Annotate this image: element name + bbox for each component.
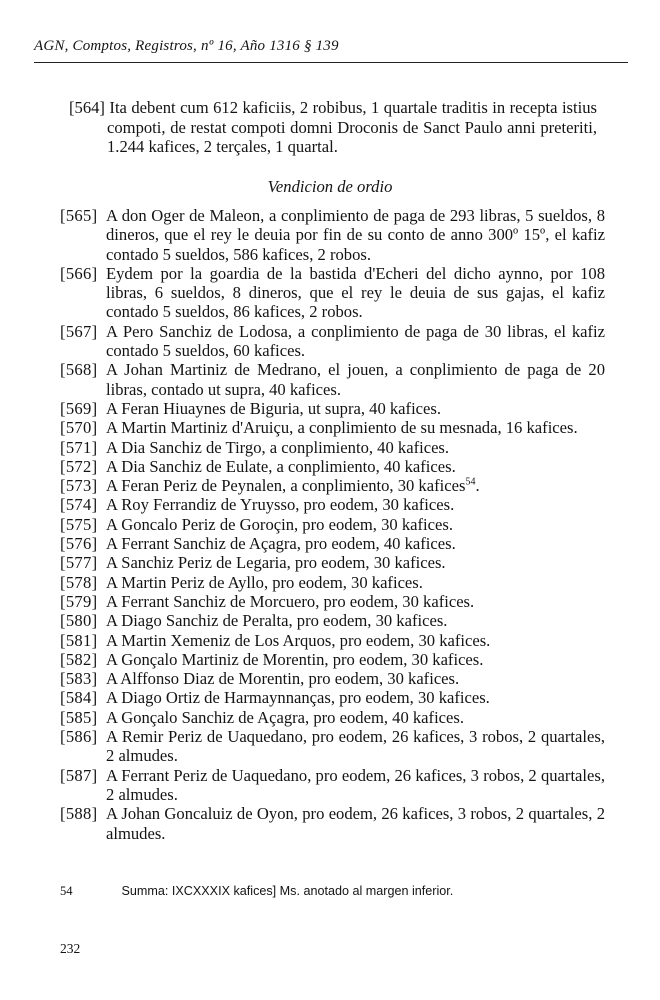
- entry: [60, 322, 605, 361]
- entry-number: [569]: [60, 398, 98, 418]
- entry: [60, 611, 605, 630]
- entry: [60, 766, 605, 805]
- entry-text: A Goncalo Periz de Goroçin, pro eodem, 30 kafices.: [106, 514, 453, 534]
- entry: [60, 573, 605, 592]
- entry-text: A Ferrant Sanchiz de Açagra, pro eodem, 40 kafices.: [106, 534, 456, 554]
- entry-number: [586]: [60, 727, 98, 747]
- entry: [60, 515, 605, 534]
- entry-text: A Alffonso Diaz de Morentin, pro eodem, 30 kafices.: [106, 669, 460, 689]
- entry-text: A Johan Martiniz de Medrano, el jouen, a conplimiento de paga de 20 libras, contado ut supra, 40 kafices.: [106, 360, 605, 399]
- entry-number: [574]: [60, 495, 98, 515]
- entry-number: [584]: [60, 688, 98, 708]
- entry-text: A Gonçalo Martiniz de Morentin, pro eodem, 30 kafices.: [106, 649, 484, 669]
- entry-text: A Roy Ferrandiz de Yruysso, pro eodem, 30 kafices.: [106, 495, 455, 515]
- running-header: AGN, Comptos, Registros, nº 16, Año 1316 § 139: [34, 38, 339, 54]
- entry-number: [576]: [60, 534, 98, 554]
- entry-number: [568]: [60, 360, 98, 380]
- footnote-text: Summa: IXCXXXIX kafices] Ms. anotado al margen inferior.: [121, 884, 454, 898]
- entry-text: A Diago Ortiz de Harmaynnanças, pro eodem, 30 kafices.: [106, 688, 490, 708]
- entry: [60, 650, 605, 669]
- entry-text: A Ferrant Periz de Uaquedano, pro eodem, 26 kafices, 3 robos, 2 quartales, 2 almudes.: [106, 765, 605, 804]
- entry: [60, 553, 605, 572]
- entry-number: [588]: [60, 804, 98, 824]
- footnote: [60, 884, 620, 899]
- entry-number: [565]: [60, 206, 98, 225]
- entry-number: [566]: [60, 263, 98, 283]
- entry: [60, 399, 605, 418]
- entry-text-tail: .: [475, 476, 480, 496]
- section-title: Vendicion de ordio: [267, 177, 393, 196]
- entry-text: A Martin Periz de Ayllo, pro eodem, 30 kafices.: [106, 572, 423, 592]
- entry-number: [580]: [60, 611, 98, 631]
- entry-number: [573]: [60, 476, 98, 496]
- entry-text: A Dia Sanchiz de Eulate, a conplimiento, 40 kafices.: [106, 456, 456, 476]
- page-number: 232: [60, 941, 81, 956]
- entry-text: A Remir Periz de Uaquedano, pro eodem, 26 kafices, 3 robos, 2 quartales, 2 almudes.: [106, 727, 605, 766]
- entry-number: [575]: [60, 514, 98, 534]
- entry: [60, 669, 605, 688]
- entries-list: [60, 206, 605, 843]
- entry: [60, 438, 605, 457]
- entry-number: [564]: [69, 98, 105, 117]
- entry: [60, 476, 605, 495]
- header-rule: [34, 62, 628, 63]
- entry-text: A Sanchiz Periz de Legaria, pro eodem, 30 kafices.: [106, 553, 446, 573]
- footnote-number: 54: [60, 884, 73, 898]
- entry-text: A Dia Sanchiz de Tirgo, a conplimiento, 40 kafices.: [106, 437, 450, 457]
- entry: [60, 727, 605, 766]
- entry-text: A Johan Goncaluiz de Oyon, pro eodem, 26 kafices, 3 robos, 2 quartales, 2 almudes.: [106, 804, 605, 843]
- entry-text: A Ferrant Sanchiz de Morcuero, pro eodem, 30 kafices.: [106, 591, 475, 611]
- entry-text: A Gonçalo Sanchiz de Açagra, pro eodem, 40 kafices.: [106, 707, 465, 727]
- entry: [60, 457, 605, 476]
- entry-text: A Martin Martiniz d'Aruiçu, a conplimiento de su mesnada, 16 kafices.: [106, 418, 578, 438]
- entry: [60, 418, 605, 437]
- entry: [60, 360, 605, 399]
- entry: [60, 264, 605, 322]
- entry: [60, 534, 605, 553]
- entry: [60, 631, 605, 650]
- entry-number: [571]: [60, 437, 98, 457]
- entry-text: Ita debent cum 612 kaficiis, 2 robibus, 1 quartale traditis in recepta istius compoti, de restat compoti domni Droconis de Sanct Paulo anni preteriti, 1.244 kafices, 2 terçales, 1 quartal.: [107, 98, 597, 157]
- footnote-reference: 54: [465, 476, 476, 488]
- entry-number: [570]: [60, 418, 98, 438]
- entry-text: A don Oger de Maleon, a conplimiento de paga de 293 libras, 5 sueldos, 8 dineros, que el rey le deuia por fin de su conto de anno 300º 15º, el kafiz contado 5 sueldos, 586 kafices, 2 robos.: [106, 206, 605, 264]
- entry: [60, 708, 605, 727]
- entry-text: A Diago Sanchiz de Peralta, pro eodem, 30 kafices.: [106, 611, 448, 631]
- entry-number: [577]: [60, 553, 98, 573]
- entry-text: A Feran Hiuaynes de Biguria, ut supra, 40 kafices.: [106, 398, 442, 418]
- entry-text: A Feran Periz de Peynalen, a conplimiento, 30 kafices: [106, 476, 466, 496]
- entry-text: A Martin Xemeniz de Los Arquos, pro eodem, 30 kafices.: [106, 630, 491, 650]
- entry-number: [583]: [60, 669, 98, 689]
- entry-number: [579]: [60, 591, 98, 611]
- entry-number: [581]: [60, 630, 98, 650]
- entry: [60, 592, 605, 611]
- entry: [60, 688, 605, 707]
- entry-number: [578]: [60, 572, 98, 592]
- entry-number: [582]: [60, 649, 98, 669]
- entry-number: [572]: [60, 456, 98, 476]
- entry: [60, 804, 605, 843]
- entry-number: [585]: [60, 707, 98, 727]
- entry: [60, 495, 605, 514]
- entry-number: [587]: [60, 765, 98, 785]
- intro-paragraph: [69, 98, 597, 157]
- entry: [60, 206, 605, 264]
- entry-text: Eydem por la goardia de la bastida d'Echeri del dicho aynno, por 108 libras, 6 sueldos, 8 dineros, que el rey le deuia de sus gajas, el kafiz contado 5 sueldos, 86 kafices, 2 robos.: [106, 263, 605, 322]
- entry-text: A Pero Sanchiz de Lodosa, a conplimiento de paga de 30 libras, el kafiz contado 5 sueldos, 60 kafices.: [106, 321, 605, 361]
- entry-number: [567]: [60, 321, 98, 341]
